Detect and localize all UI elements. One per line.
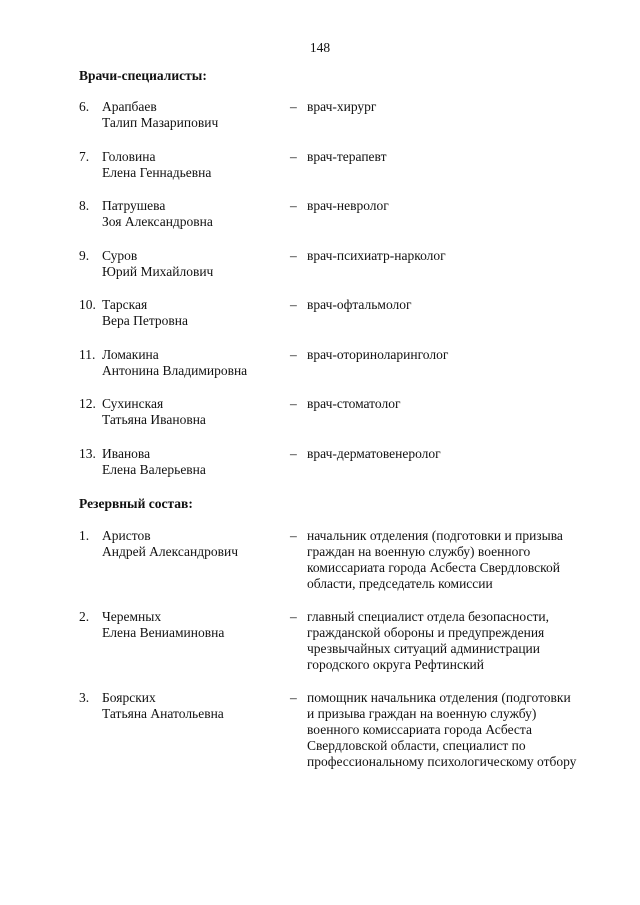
entry-name [102, 609, 287, 641]
entry-name [102, 528, 287, 560]
entry-surname: Тарская [102, 297, 148, 312]
entry-dash: – [290, 446, 297, 461]
entry-dash: – [290, 149, 297, 164]
entry-number: 3. [79, 690, 90, 705]
entry-number: 13. [79, 446, 96, 461]
entry-dash: – [290, 297, 297, 312]
role-line: профессиональному психологическому отбору [307, 754, 577, 769]
entry-surname: Патрушева [102, 198, 166, 213]
entry-number: 1. [79, 528, 90, 543]
entry-name [102, 297, 287, 329]
entry-number: 9. [79, 248, 90, 263]
entry-role: врач-стоматолог [307, 396, 401, 411]
entry-name [102, 690, 287, 722]
entry-name [102, 248, 287, 280]
entry-surname: Аристов [102, 528, 151, 543]
entry-role: врач-психиатр-нарколог [307, 248, 446, 263]
entry-role: врач-дерматовенеролог [307, 446, 441, 461]
entry-name [102, 446, 287, 478]
entry-given-name: Татьяна Ивановна [102, 412, 206, 427]
entry-given-name: Елена Геннадьевна [102, 165, 212, 180]
role-line: чрезвычайных ситуаций администрации [307, 641, 541, 656]
entry-dash: – [290, 99, 297, 114]
entry-surname: Ломакина [102, 347, 159, 362]
entry-name [102, 198, 287, 230]
entry-number: 6. [79, 99, 90, 114]
role-line: граждан на военную службу) военного [307, 544, 531, 559]
entry-surname: Суров [102, 248, 138, 263]
entry-number: 10. [79, 297, 96, 312]
specialists-heading: Врачи-специалисты: [79, 68, 207, 83]
entry-given-name: Талип Мазарипович [102, 115, 219, 130]
role-line: Свердловской области, специалист по [307, 738, 526, 753]
entry-surname: Боярских [102, 690, 156, 705]
entry-surname: Головина [102, 149, 156, 164]
entry-role: врач-хирург [307, 99, 377, 114]
entry-surname: Арапбаев [102, 99, 157, 114]
entry-surname: Иванова [102, 446, 151, 461]
entry-given-name: Елена Валерьевна [102, 462, 206, 477]
role-line: городского округа Рефтинский [307, 657, 484, 672]
entry-given-name: Елена Вениаминовна [102, 625, 225, 640]
entry-number: 2. [79, 609, 90, 624]
role-line: военного комиссариата города Асбеста [307, 722, 532, 737]
entry-given-name: Антонина Владимировна [102, 363, 248, 378]
entry-name [102, 99, 287, 131]
entry-name [102, 149, 287, 181]
role-line: гражданской обороны и предупреждения [307, 625, 545, 640]
role-line: главный специалист отдела безопасности, [307, 609, 549, 624]
entry-role [307, 609, 619, 673]
entry-role: врач-офтальмолог [307, 297, 412, 312]
entry-name [102, 396, 287, 428]
entry-given-name: Зоя Александровна [102, 214, 213, 229]
role-line: области, председатель комиссии [307, 576, 493, 591]
entry-surname: Черемных [102, 609, 162, 624]
entry-dash: – [290, 396, 297, 411]
entry-number: 11. [79, 347, 96, 362]
entry-number: 7. [79, 149, 90, 164]
entry-number: 8. [79, 198, 90, 213]
entry-role [307, 528, 619, 592]
entry-dash: – [290, 198, 297, 213]
role-line: и призыва граждан на военную службу) [307, 706, 537, 721]
entry-role: врач-невролог [307, 198, 389, 213]
entry-given-name: Юрий Михайлович [102, 264, 214, 279]
entry-number: 12. [79, 396, 96, 411]
role-line: начальник отделения (подготовки и призыва [307, 528, 563, 543]
entry-given-name: Андрей Александрович [102, 544, 239, 559]
entry-given-name: Вера Петровна [102, 313, 189, 328]
entry-role [307, 690, 619, 770]
page-number: 148 [309, 40, 331, 55]
entry-given-name: Татьяна Анатольевна [102, 706, 224, 721]
entry-surname: Сухинская [102, 396, 164, 411]
entry-dash: – [290, 528, 297, 543]
role-line: помощник начальника отделения (подготовки [307, 690, 571, 705]
entry-name [102, 347, 287, 379]
reserve-heading: Резервный состав: [79, 496, 193, 511]
role-line: комиссариата города Асбеста Свердловской [307, 560, 560, 575]
entry-dash: – [290, 248, 297, 263]
entry-dash: – [290, 690, 297, 705]
entry-role: врач-терапевт [307, 149, 387, 164]
entry-dash: – [290, 609, 297, 624]
entry-role: врач-оториноларинголог [307, 347, 449, 362]
entry-dash: – [290, 347, 297, 362]
